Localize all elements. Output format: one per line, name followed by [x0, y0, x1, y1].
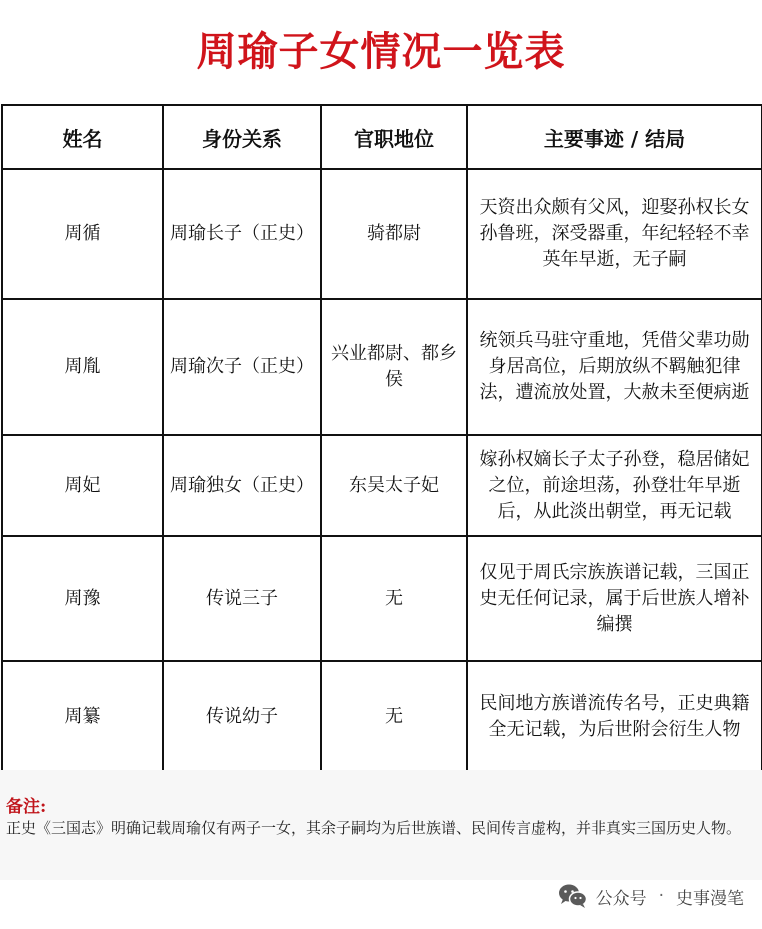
- note-text: 正史《三国志》明确记载周瑜仅有两子一女，其余子嗣均为后世族谱、民间传言虚构，并非真实三国历史人物。: [6, 819, 742, 837]
- cell-office: 东吴太子妃: [321, 435, 467, 536]
- table-row: [2, 169, 762, 299]
- table-row: [2, 661, 762, 772]
- title-area: [0, 0, 762, 104]
- cell-name: 周胤: [2, 299, 163, 435]
- header-relation: 身份关系: [163, 105, 321, 169]
- watermark: [558, 880, 744, 912]
- cell-relation: 周瑜长子（正史）: [163, 169, 321, 299]
- table-header-row: [2, 105, 762, 169]
- cell-deeds: 天资出众颇有父风，迎娶孙权长女孙鲁班，深受器重，年纪轻轻不幸英年早逝，无子嗣: [467, 169, 762, 299]
- cell-office: 兴业都尉、都乡侯: [321, 299, 467, 435]
- cell-deeds: 统领兵马驻守重地，凭借父辈功勋身居高位，后期放纵不羁触犯律法，遭流放处置，大赦未至便病逝: [467, 299, 762, 435]
- table-row: [2, 536, 762, 661]
- cell-relation: 周瑜独女（正史）: [163, 435, 321, 536]
- cell-deeds: 民间地方族谱流传名号，正史典籍全无记载，为后世附会衍生人物: [467, 661, 762, 772]
- cell-name: 周纂: [2, 661, 163, 772]
- cell-name: 周豫: [2, 536, 163, 661]
- watermark-separator: ·: [658, 886, 664, 906]
- header-deeds: 主要事迹 / 结局: [467, 105, 762, 169]
- note-label: 备注:: [6, 797, 47, 817]
- wechat-icon: [558, 883, 588, 909]
- cell-office: 无: [321, 536, 467, 661]
- header-name: 姓名: [2, 105, 163, 169]
- watermark-platform: 公众号: [595, 888, 647, 909]
- cell-name: 周妃: [2, 435, 163, 536]
- cell-relation: 传说三子: [163, 536, 321, 661]
- cell-office: 无: [321, 661, 467, 772]
- footer: [0, 880, 762, 929]
- page-title: 周瑜子女情况一览表: [196, 29, 566, 75]
- cell-deeds: 嫁孙权嫡长子太子孙登，稳居储妃之位，前途坦荡，孙登壮年早逝后，从此淡出朝堂，再无记载: [467, 435, 762, 536]
- watermark-account: 史事漫笔: [676, 888, 744, 909]
- cell-deeds: 仅见于周氏宗族族谱记载，三国正史无任何记录，属于后世族人增补编撰: [467, 536, 762, 661]
- table-row: [2, 435, 762, 536]
- note-section: [0, 770, 762, 880]
- cell-relation: 周瑜次子（正史）: [163, 299, 321, 435]
- cell-name: 周循: [2, 169, 163, 299]
- cell-relation: 传说幼子: [163, 661, 321, 772]
- table-row: [2, 299, 762, 435]
- children-table: [1, 104, 762, 773]
- header-office: 官职地位: [321, 105, 467, 169]
- cell-office: 骑都尉: [321, 169, 467, 299]
